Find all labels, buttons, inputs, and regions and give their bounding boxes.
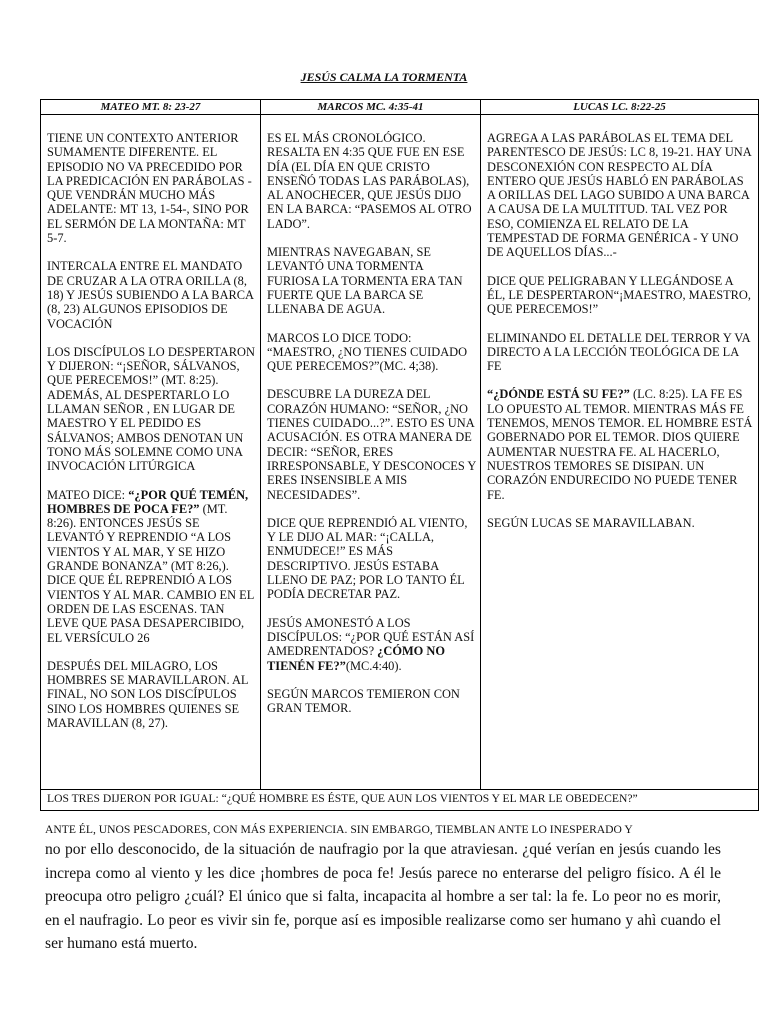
text-run: SEGÚN MARCOS TEMIERON CON GRAN TEMOR.: [267, 686, 460, 716]
text-run: LOS DISCÍPULOS LO DESPERTARON Y DIJERON: “¡SEÑOR, SÁLVANOS, QUE PERECEMOS!” (MT. 8:25). ADEMÁS, AL DESPERTARLO LO LLAMAN SEÑOR , EN LUGAR DE MAESTRO Y EL PEDIDO ES SÁLVANOS; AMBOS DENOTAN UN TONO MÁS SOLEMNE COMO UNA INVOCACIÓN LITÚRGICA: [47, 344, 255, 474]
bold-quote: “¿DÓNDE ESTÁ SU FE?”: [487, 387, 630, 402]
column-paragraph: [47, 659, 256, 730]
text-run: (LC. 8:25). LA FE ES LO OPUESTO AL TEMOR. MIENTRAS MÁS FE TENEMOS, MENOS TEMOR. EL HOMBRE ESTÁ GOBERNADO POR EL TEMOR. DIOS QUIERE AUMENTAR NUESTRA FE. AL HACERLO, NUESTROS TEMORES SE DISIPAN. UN CORAZÓN ENDURECIDO NO PUEDE TENER FE.: [487, 387, 753, 502]
table-row: [41, 115, 759, 790]
bold-quote: “¿POR QUÉ TEMÉN, HOMBRES DE POCA FE?”: [47, 487, 249, 516]
table-header-row: [41, 100, 759, 115]
column-header-marcos: MARCOS MC. 4:35-41: [261, 100, 481, 115]
caps-note-line: ANTE ÉL, UNOS PESCADORES, CON MÁS EXPERIENCIA. SIN EMBARGO, TIEMBLAN ANTE LO INESPERADO Y: [45, 823, 633, 836]
column-paragraph: [487, 131, 754, 260]
text-run: DESPUÉS DEL MILAGRO, LOS HOMBRES SE MARAVILLARON. AL FINAL, NO SON LOS DISCÍPULOS SINO LOS HOMBRES QUIENES SE MARAVILLAN (8, 27).: [47, 658, 249, 730]
column-paragraph: [267, 331, 476, 374]
column-lucas: [481, 115, 759, 790]
column-paragraph: [267, 616, 476, 673]
column-paragraph: [267, 245, 476, 316]
column-header-mateo: MATEO MT. 8: 23-27: [41, 100, 261, 115]
bold-quote: ¿CÓMO NO TIENÉN FE?”: [267, 644, 445, 673]
table-footer-row: [41, 790, 759, 811]
text-run: ELIMINANDO EL DETALLE DEL TERROR Y VA DIRECTO A LA LECCIÓN TEOLÓGICA DE LA FE: [487, 330, 750, 374]
column-header-lucas: LUCAS LC. 8:22-25: [481, 100, 759, 115]
column-paragraph: [487, 331, 754, 374]
column-paragraph: [47, 345, 256, 474]
column-paragraph: [267, 516, 476, 602]
text-run: DICE QUE REPRENDIÓ AL VIENTO, Y LE DIJO AL MAR: “¡CALLA, ENMUDECE!” ES MÁS DESCRIPTIVO. JESÚS ESTABA LLENO DE PAZ; POR LO TANTO ÉL PODÍA DECRETAR PAZ.: [267, 515, 468, 602]
text-run: DICE QUE PELIGRABAN Y LLEGÁNDOSE A ÉL, LE DESPERTARON“¡MAESTRO, MAESTRO, QUE PERECEMOS!”: [487, 273, 751, 317]
column-paragraph: [47, 131, 256, 245]
gospel-comparison-table: [40, 99, 759, 811]
column-paragraph: [267, 131, 476, 231]
column-paragraph: [487, 387, 754, 501]
column-paragraph: [47, 488, 256, 645]
text-run: JESÚS AMONESTÓ A LOS DISCÍPULOS: “¿POR QUÉ ESTÁN ASÍ AMEDRENTADOS?: [267, 615, 475, 659]
body-paragraph: no por ello desconocido, de la situación de naufragio por la que atraviesan. ¿qué verían en jesús cuando les increpa como al viento y les dice ¡hombres de poca fe! Jesús parece no enterarse del peligro físico. A él le preocupa otro peligro ¿cuál? El único que si falta, incapacita al hombre a ser tal: la fe. Lo peor no es morir, en el naufragio. Lo peor es vivir sin fe, porque así es imposible realizarse como ser humano y ahì cuando el ser humano está muerto.: [45, 841, 721, 953]
text-run: DESCUBRE LA DUREZA DEL CORAZÓN HUMANO: “SEÑOR, ¿NO TIENES CUIDADO...?”. ESTO ES UNA ACUSACIÓN. ES OTRA MANERA DE DECIR: “SEÑOR, ERES IRRESPONSABLE, Y DESCONOCES Y ERES INSENSIBLE A MIS NECESIDADES”.: [267, 387, 476, 502]
column-paragraph: [487, 516, 754, 530]
column-paragraph: [267, 687, 476, 716]
text-run: (MT. 8:26). ENTONCES JESÚS SE LEVANTÓ Y REPRENDIO “A LOS VIENTOS Y AL MAR, Y SE HIZO GRANDE BONANZA” (MT 8:26,). DICE QUE ÉL REPRENDIÓ A LOS VIENTOS Y AL MAR. CAMBIO EN EL ORDEN DE LAS ESCENAS. TAN LEVE QUE PASA DESAPERCIBIDO, EL VERSÍCULO 26: [47, 501, 254, 645]
column-paragraph: [267, 387, 476, 501]
column-paragraph: [47, 259, 256, 330]
column-paragraph: [487, 274, 754, 317]
text-run: ES EL MÁS CRONOLÓGICO. RESALTA EN 4:35 QUE FUE EN ESE DÍA (EL DÍA EN QUE CRISTO ENSEÑÓ TODAS LAS PARÁBOLAS), AL ANOCHECER, QUE JESÚS DIJO EN LA BARCA: “PASEMOS AL OTRO LADO”.: [267, 131, 472, 231]
text-run: TIENE UN CONTEXTO ANTERIOR SUMAMENTE DIFERENTE. EL EPISODIO NO VA PRECEDIDO POR LA PREDICACIÓN EN PARÁBOLAS -QUE VENDRÁN MUCHO MÁS ADELANTE: MT 13, 1-54-, SINO POR EL SERMÓN DE LA MONTAÑA: MT 5-7.: [47, 131, 252, 246]
document-title: JESÚS CALMA LA TORMENTA: [300, 70, 468, 84]
column-marcos: [261, 115, 481, 790]
common-quote-row: LOS TRES DIJERON POR IGUAL: “¿QUÉ HOMBRE ES ÉSTE, QUE AUN LOS VIENTOS Y EL MAR LE OBEDECEN?”: [41, 790, 759, 811]
text-run: (MC.4:40).: [345, 658, 402, 673]
text-run: MIENTRAS NAVEGABAN, SE LEVANTÓ UNA TORMENTA FURIOSA LA TORMENTA ERA TAN FUERTE QUE LA BARCA SE LLENABA DE AGUA.: [267, 245, 463, 317]
text-run: MATEO DICE:: [47, 487, 129, 502]
text-run: AGREGA A LAS PARÁBOLAS EL TEMA DEL PARENTESCO DE JESÚS: LC 8, 19-21. HAY UNA DESCONEXIÓN CON RESPECTO AL DÍA ENTERO QUE JESÚS HABLÓ EN PARÁBOLAS A ORILLAS DEL LAGO SUBIDO A UNA BARCA A CAUSA DE LA MULTITUD. TAL VEZ POR ESO, COMIENZA EL RELATO DE LA TEMPESTAD DE FORMA GENÉRICA - Y UNO DE AQUELLOS DÍAS...-: [487, 131, 752, 260]
text-run: MARCOS LO DICE TODO: “MAESTRO, ¿NO TIENES CUIDADO QUE PERECEMOS?”(MC. 4;38).: [267, 330, 468, 374]
column-mateo: [41, 115, 261, 790]
text-run: INTERCALA ENTRE EL MANDATO DE CRUZAR A LA OTRA ORILLA (8, 18) Y JESÚS SUBIENDO A LA BARCA (8, 23) ALGUNOS EPISODIOS DE VOCACIÓN: [47, 259, 254, 331]
text-run: SEGÚN LUCAS SE MARAVILLABAN.: [487, 515, 695, 530]
